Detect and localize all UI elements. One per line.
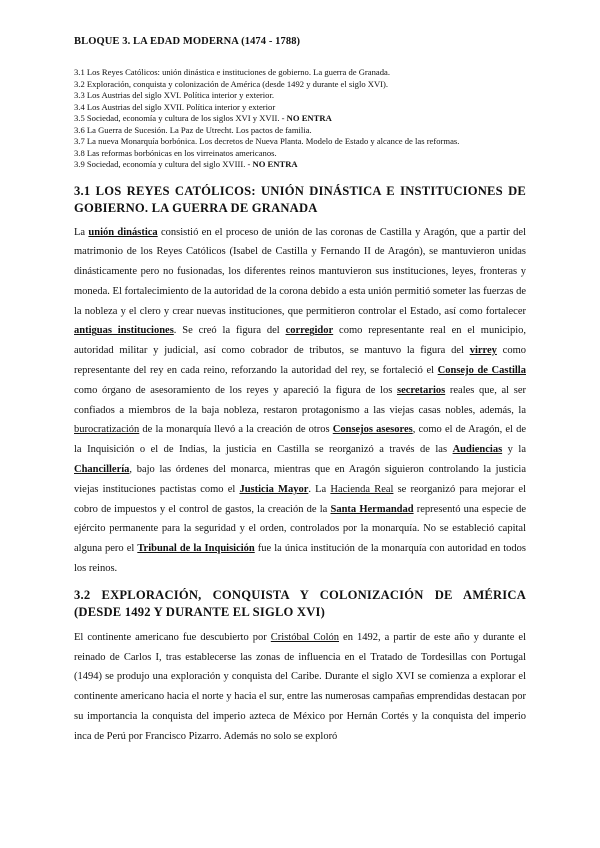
no-entra-note: NO ENTRA [252, 159, 298, 169]
toc-item: 3.5 Sociedad, economía y cultura de los siglos XVI y XVII. - NO ENTRA [74, 113, 332, 123]
key-term: corregidor [285, 325, 334, 337]
section-heading: 3.2 EXPLORACIÓN, CONQUISTA Y COLONIZACIÓN DE AMÉRICA (DESDE 1492 Y DURANTE EL SIGLO XVI) [74, 587, 526, 619]
key-term: Justicia Mayor [239, 483, 309, 495]
no-entra-note: NO ENTRA [286, 113, 332, 123]
section-heading: 3.1 LOS REYES CATÓLICOS: UNIÓN DINÁSTICA E INSTITUCIONES DE GOBIERNO. LA GUERRA DE GRANADA [74, 183, 526, 215]
table-of-contents [74, 67, 526, 171]
section-3-1 [74, 183, 526, 579]
key-term: antiguas instituciones [74, 325, 174, 337]
block-title: BLOQUE 3. LA EDAD MODERNA (1474 - 1788) [74, 36, 301, 47]
key-term: virrey [469, 345, 497, 357]
underlined-term: Hacienda Real [330, 483, 394, 495]
key-term: Consejo de Castilla [437, 365, 526, 377]
section-paragraph: La unión dinástica consistió en el proceso de unión de las coronas de Castilla y Aragón, que a partir del matrimonio de los Reyes Católicos (Isabel de Castilla y Fernando II de Aragón), se mantuvieron unidas dinásticamente pero no fusionadas, los diferentes reinos mantuvieron sus instituciones, leyes, fronteras y moneda. El fortalecimiento de la autoridad de la corona debido a esta unión permitió someter las fuerzas de la nobleza y el clero y crear nuevas instituciones, que permitieron controlar el Estado, así como fortalecer antiguas instituciones. Se creó la figura del corregidor como representante real en el municipio, autoridad militar y judicial, así como cobrador de tributos, se mantuvo la figura del virrey como representante del rey en cada reino, reforzando la autoridad del rey, se fortaleció el Consejo de Castilla como órgano de asesoramiento de los reyes y apareció la figura de los secretarios reales que, al ser confiados a miembros de la baja nobleza, restaron protagonismo a las viejas casas nobles, además, la burocratización de la monarquía llevó a la creación de otros Consejos asesores, como el de Aragón, el de la Inquisición o el de Indias, la justicia en Castilla se reorganizó a través de las Audiencias y la Chancillería, bajo las órdenes del monarca, mientras que en Aragón siguieron controlando la justicia viejas instituciones pactistas como el Justicia Mayor. La Hacienda Real se reorganizó para mejorar el cobro de impuestos y el control de gastos, la creación de la Santa Hermandad representó una especie de ejército permanente para la seguridad y el orden, controlados por la monarquía. No se estableció capital alguna pero el Tribunal de la Inquisición fue la única institución de la monarquía con autoridad en todos los reinos. [74, 226, 527, 575]
key-term: Santa Hermandad [330, 503, 414, 515]
toc-item: 3.3 Los Austrias del siglo XVI. Política interior y exterior. [74, 90, 275, 100]
key-term: Chancillería [74, 464, 130, 476]
toc-item: 3.7 La nueva Monarquía borbónica. Los decretos de Nueva Planta. Modelo de Estado y alcance de las reformas. [74, 136, 460, 146]
toc-item: 3.1 Los Reyes Católicos: unión dinástica e instituciones de gobierno. La guerra de Granada. [74, 67, 390, 77]
toc-item: 3.9 Sociedad, economía y cultura del siglo XVIII. - NO ENTRA [74, 159, 298, 169]
underlined-term: Cristóbal Colón [270, 631, 339, 643]
section-3-2 [74, 587, 526, 747]
toc-item: 3.2 Exploración, conquista y colonización de América (desde 1492 y durante el siglo XVI). [74, 78, 389, 89]
key-term: secretarios [397, 384, 446, 396]
key-term: unión dinástica [88, 226, 158, 238]
key-term: Audiencias [452, 444, 503, 456]
key-term: Consejos asesores [332, 424, 413, 436]
toc-item: 3.8 Las reformas borbónicas en los virreinatos americanos. [74, 147, 277, 158]
key-term: Tribunal de la Inquisición [137, 543, 255, 555]
document-page [74, 36, 526, 747]
underlined-term: burocratización [74, 424, 140, 436]
toc-item: 3.6 La Guerra de Sucesión. La Paz de Utrecht. Los pactos de familia. [74, 124, 312, 135]
toc-item: 3.4 Los Austrias del siglo XVII. Política interior y exterior [74, 101, 276, 112]
section-paragraph: El continente americano fue descubierto por Cristóbal Colón en 1492, a partir de este año y durante el reinado de Carlos I, tras establecerse las zonas de influencia en el Tratado de Tordesillas con Portugal (1494) se produjo una exploración y conquista del Caribe. Durante el siglo XVI se comienza a explorar el continente americano hacia el norte y hacia el sur, entre las numerosas campañas emprendidas destacan por su importancia la conquista del imperio azteca de México por Hernán Cortés y la conquista del imperio inca de Perú por Francisco Pizarro. Además no solo se exploró [74, 631, 526, 742]
